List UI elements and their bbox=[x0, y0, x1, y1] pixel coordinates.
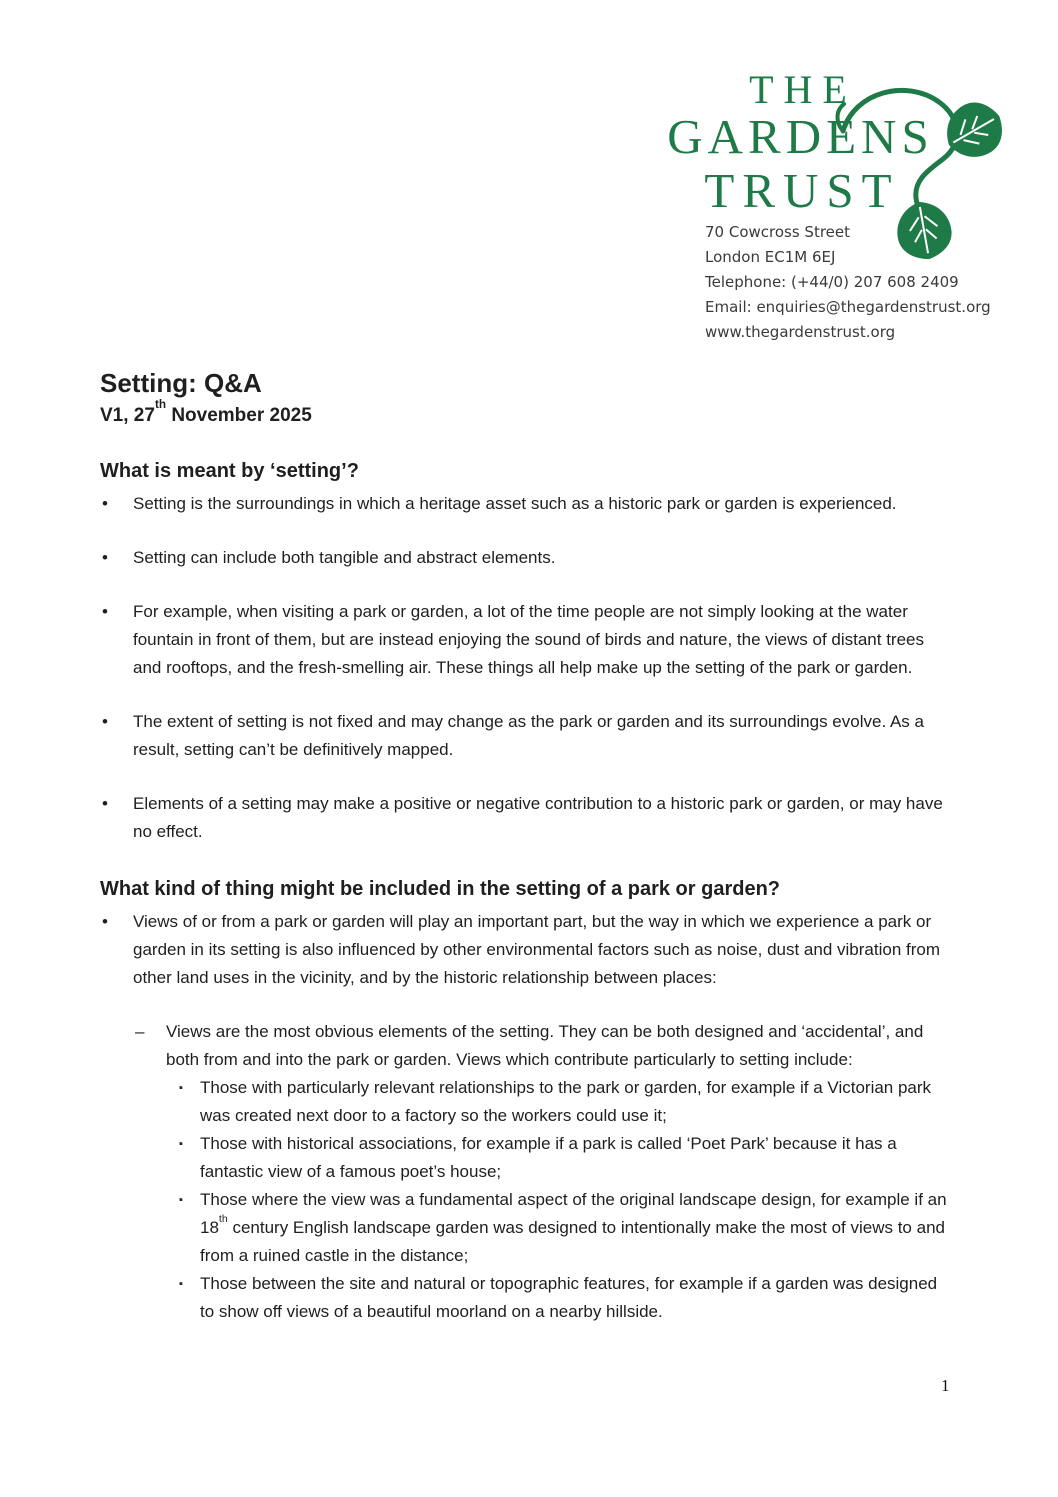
bullet-text: Setting can include both tangible and abstract elements. bbox=[133, 548, 556, 567]
email-line: Email: enquiries@thegardenstrust.org bbox=[705, 298, 991, 316]
telephone-line: Telephone: (+44/0) 207 608 2409 bbox=[705, 273, 959, 291]
bullet-item bbox=[100, 544, 952, 572]
bullet-text: Views of or from a park or garden will play an important part, but the way in which we experience a park or garden in its setting is also influenced by other environmental factors such as noise, dust and vibration from other land uses in the vicinity, and by the historic relationship between places: bbox=[133, 912, 940, 987]
bullet-dot-icon: • bbox=[102, 912, 108, 931]
website-line: www.thegardenstrust.org bbox=[705, 323, 896, 341]
page-title: Setting: Q&A bbox=[100, 368, 262, 398]
logo-word-trust: TRUST bbox=[704, 163, 900, 218]
bullet-item bbox=[100, 1186, 952, 1270]
content-list bbox=[100, 458, 952, 1326]
square-bullet-icon: ▪ bbox=[179, 1138, 183, 1150]
logo-word-the: THE bbox=[749, 67, 857, 112]
bullet-text: Those where the view was a fundamental aspect of the original landscape design, for example if an 18th century English landscape garden was designed to intentionally make the most of views to and from a ruined castle in the distance; bbox=[200, 1190, 947, 1265]
bullet-dot-icon: • bbox=[102, 494, 108, 513]
square-bullet-icon: ▪ bbox=[179, 1194, 183, 1206]
bullet-text: Views are the most obvious elements of the setting. They can be both designed and ‘accidental’, and both from and into the park or garden. Views which contribute particularly to setting include: bbox=[166, 1022, 924, 1069]
square-bullet-icon: ▪ bbox=[179, 1278, 183, 1290]
page-number: 1 bbox=[941, 1376, 950, 1395]
bullet-item bbox=[100, 598, 952, 682]
bullet-dot-icon: • bbox=[102, 548, 108, 567]
bullet-dot-icon: • bbox=[102, 794, 108, 813]
bullet-text: Those with particularly relevant relationships to the park or garden, for example if a Victorian park was created next door to a factory so the workers could use it; bbox=[200, 1078, 932, 1125]
bullet-text: The extent of setting is not fixed and may change as the park or garden and its surroundings evolve. As a result, setting can’t be definitively mapped. bbox=[133, 712, 924, 759]
section-heading: What is meant by ‘setting’? bbox=[100, 460, 359, 482]
bullet-item bbox=[100, 790, 952, 846]
bullet-text: Those between the site and natural or topographic features, for example if a garden was designed to show off views of a beautiful moorland on a nearby hillside. bbox=[200, 1274, 938, 1321]
bullet-text: Elements of a setting may make a positive or negative contribution to a historic park or garden, or may have no effect. bbox=[133, 794, 943, 841]
bullet-dot-icon: • bbox=[102, 602, 108, 621]
bullet-item bbox=[100, 708, 952, 764]
bullet-item bbox=[100, 1018, 952, 1074]
logo-word-gardens: GARDENS bbox=[667, 109, 934, 164]
bullet-item bbox=[100, 908, 952, 992]
bullet-text: For example, when visiting a park or garden, a lot of the time people are not simply looking at the water fountain in front of them, but are instead enjoying the sound of birds and nature, the views of distant trees and rooftops, and the fresh-smelling air. These things all help make up the setting of the park or garden. bbox=[133, 602, 924, 677]
document-body bbox=[100, 368, 952, 1326]
section-heading: What kind of thing might be included in the setting of a park or garden? bbox=[100, 878, 780, 900]
bullet-item bbox=[100, 1074, 952, 1130]
bullet-item bbox=[100, 1130, 952, 1186]
bullet-item bbox=[100, 490, 952, 518]
bullet-item bbox=[100, 1270, 952, 1326]
bullet-dot-icon: • bbox=[102, 712, 108, 731]
bullet-text: Those with historical associations, for example if a park is called ‘Poet Park’ because it has a fantastic view of a famous poet’s house; bbox=[200, 1134, 897, 1181]
address-line: London EC1M 6EJ bbox=[705, 248, 836, 266]
bullet-text: Setting is the surroundings in which a heritage asset such as a historic park or garden is experienced. bbox=[133, 494, 897, 513]
version-date: V1, 27th November 2025 bbox=[100, 398, 312, 426]
square-bullet-icon: ▪ bbox=[179, 1082, 183, 1094]
birch-leaf-vine-icon bbox=[833, 85, 1028, 260]
address-line: 70 Cowcross Street bbox=[705, 223, 851, 241]
dash-bullet-icon: – bbox=[135, 1022, 145, 1041]
